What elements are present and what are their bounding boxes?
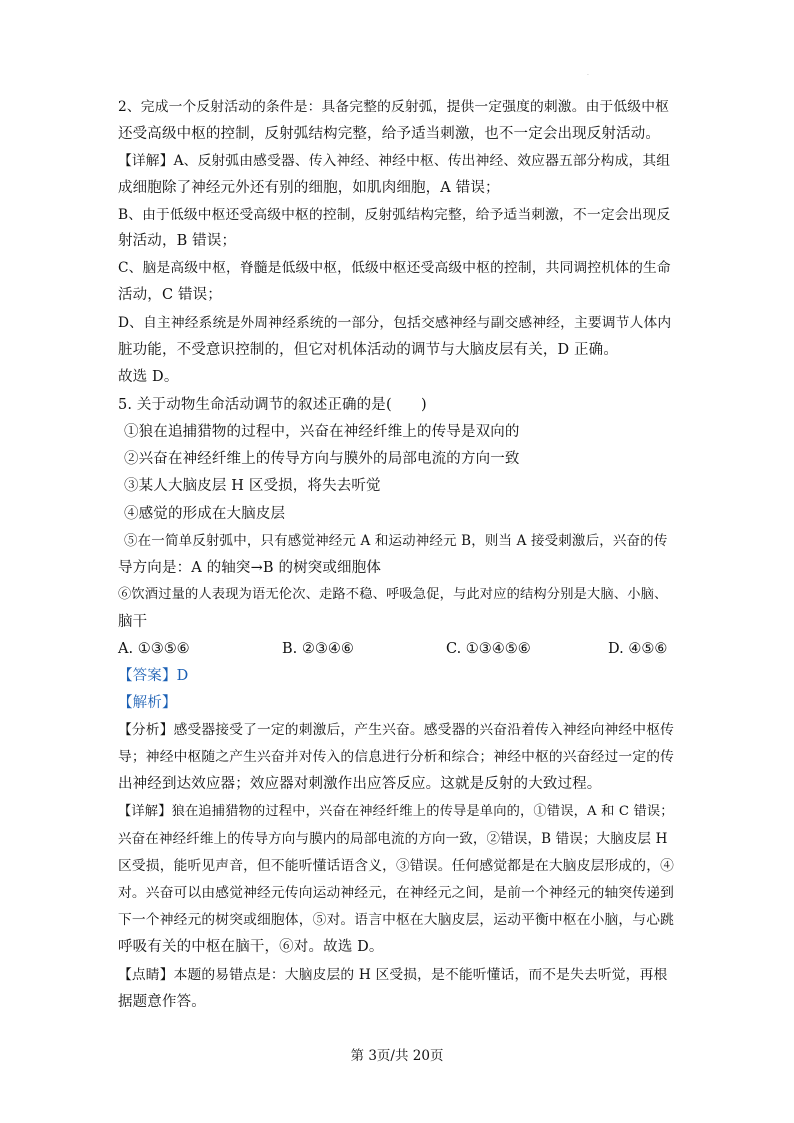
statement-4: ④感觉的形成在大脑皮层	[124, 506, 286, 522]
analysis-line: 下一个神经元的树突或细胞体，⑤对。语言中枢在大脑皮层，运动平衡中枢在小脑，与心跳	[118, 912, 675, 928]
statement-1: ①狼在追捕猎物的过程中，兴奋在神经纤维上的传导是双向的	[124, 424, 520, 440]
analysis-line: 区受损，能听见声音，但不能听懂话语含义，③错误。任何感觉都是在大脑皮层形成的，④	[118, 858, 675, 874]
analysis-line: 据题意作答。	[118, 994, 206, 1010]
analysis-line: 出神经到达效应器；效应器对刺激作出应答反应。这就是反射的大致过程。	[118, 776, 602, 792]
text-line: 2、完成一个反射活动的条件是：具备完整的反射弧，提供一定强度的刺激。由于低级中枢	[118, 99, 670, 115]
analysis-line: 【分析】感受器接受了一定的刺激后，产生兴奋。感受器的兴奋沿着传入神经向神经中枢传	[118, 722, 675, 738]
option-d: D. ④⑤⑥	[608, 641, 668, 657]
analysis-line: 【详解】狼在追捕猎物的过程中，兴奋在神经纤维上的传导是单向的，①错误，A 和 C 错误；	[118, 804, 674, 819]
analysis-line: 对。兴奋可以由感觉神经元传向运动神经元，在神经元之间，是前一个神经元的轴突传递到	[118, 885, 675, 901]
analysis-line: 【点睛】本题的易错点是：大脑皮层的 H 区受损，是不能听懂话，而不是失去听觉，再根	[118, 967, 668, 983]
statement-5-cont: 导方向是：A 的轴突→B 的树突或细胞体	[118, 560, 381, 576]
question-stem: 5. 关于动物生命活动调节的叙述正确的是( )	[118, 397, 427, 413]
option-b: B. ②③④⑥	[282, 641, 354, 657]
page-footer: 第 3页/共 20页	[350, 1048, 444, 1064]
statement-6: ⑥饮酒过量的人表现为语无伦次、走路不稳、呼吸急促，与此对应的结构分别是大脑、小脑、	[118, 587, 668, 602]
statement-3: ③某人大脑皮层 H 区受损，将失去听觉	[124, 478, 381, 494]
analysis-line: 兴奋在神经纤维上的传导方向与膜内的局部电流的方向一致，②错误，B 错误；大脑皮层 H	[118, 831, 668, 847]
text-line: 射活动，B 错误；	[118, 233, 237, 249]
text-line: 成细胞除了神经元外还有别的细胞，如肌肉细胞，A 错误；	[118, 180, 500, 196]
text-line: 脏功能，不受意识控制的，但它对机体活动的调节与大脑皮层有关，D 正确。	[118, 342, 618, 358]
analysis-heading: 【解析】	[118, 695, 177, 711]
text-line: 活动，C 错误；	[118, 287, 222, 303]
text-line: B、由于低级中枢还受高级中枢的控制，反射弧结构完整，给予适当刺激，不一定会出现反	[118, 207, 671, 223]
text-line: D、自主神经系统是外周神经系统的一部分，包括交感神经与副交感神经，主要调节人体内	[118, 315, 672, 331]
text-line: 【详解】A、反射弧由感受器、传入神经、神经中枢、传出神经、效应器五部分构成，其组	[118, 153, 671, 169]
option-a: A. ①③⑤⑥	[118, 641, 190, 657]
statement-6-cont: 脑干	[118, 614, 148, 630]
statement-5: ⑤在一简单反射弧中，只有感觉神经元 A 和运动神经元 B，则当 A 接受刺激后，兴奋的传	[124, 533, 668, 549]
statement-2: ②兴奋在神经纤维上的传导方向与膜外的局部电流的方向一致	[124, 451, 520, 467]
corner-mark: ·	[587, 72, 589, 79]
analysis-line: 呼吸有关的中枢在脑干，⑥对。故选 D。	[118, 939, 384, 955]
option-c: C. ①③④⑤⑥	[446, 641, 531, 657]
answer-line: 【答案】D	[118, 668, 189, 684]
text-line: 还受高级中枢的控制，反射弧结构完整，给予适当刺激，也不一定会出现反射活动。	[118, 126, 661, 142]
analysis-line: 导；神经中枢随之产生兴奋并对传入的信息进行分析和综合；神经中枢的兴奋经过一定的传	[118, 749, 675, 765]
text-line: C、脑是高级中枢，脊髓是低级中枢，低级中枢还受高级中枢的控制，共同调控机体的生命	[118, 260, 671, 276]
text-line: 故选 D。	[118, 369, 179, 385]
